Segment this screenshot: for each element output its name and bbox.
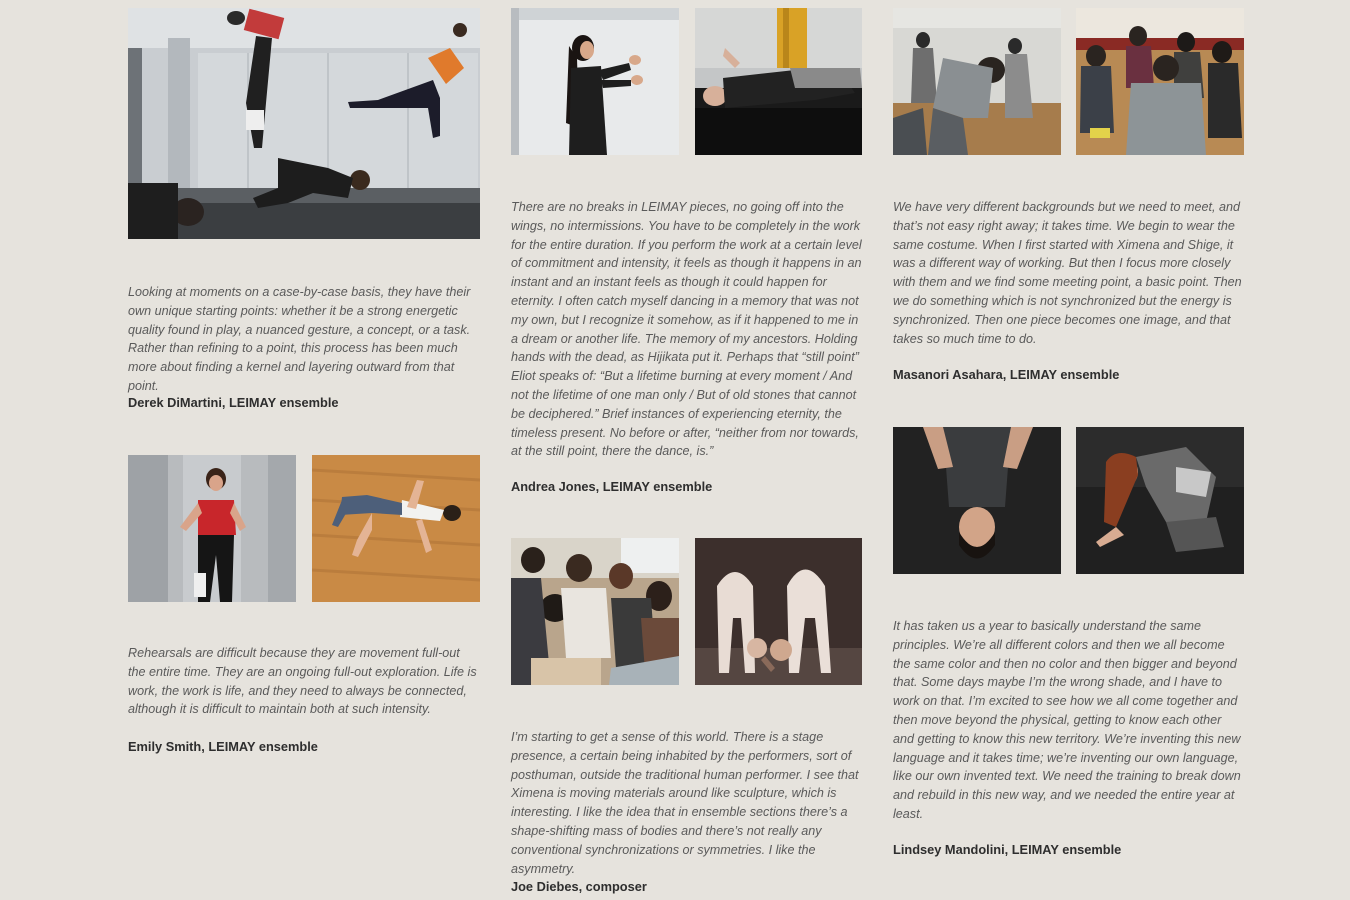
quote-text: There are no breaks in LEIMAY pieces, no going off into the wings, no intermissions. You have to be completely in the work for the entire duration. If you perform the work at a certain level of commitment and intensity, it feels as though it happens in an instant and an instant feels as though it could happen for eternity. I often catch myself dancing in a memory that was not my own, but I recognize it somehow, as if it happened to me in a dream or another life. The memory of my ancestors. Holding hands with the dead, as Hijikata put it. Perhaps that “still point” Eliot speaks of: “But a lifetime burning at every moment / And not the lifetime of one man only / But of old stones that cannot be deciphered.” Brief instances of experiencing eternity, the timeless present. No before or after, “neither from nor towards, at the still point, there the dance, is.” xyxy=(511,200,862,459)
quote-text: We have very different backgrounds but we need to meet, and that’s not easy right away; it takes time. We begin to wear the same costume. When I first started with Ximena and Shige, it was a different way of working. But then I focus more closely with them and we find some meeting point, a basic point. Then we do something which is not synchronized but the energy is synchronized. Then one piece becomes one image, and that takes so much time to do. xyxy=(893,200,1242,346)
photo-man-lying-upside-down xyxy=(893,427,1061,574)
quote-credit: Emily Smith, LEIMAY ensemble xyxy=(128,739,318,754)
photo-dancers-leaping xyxy=(128,8,480,239)
photo-woman-gesturing xyxy=(511,8,679,155)
photo-group-laptop xyxy=(511,538,679,685)
quote-credit: Andrea Jones, LEIMAY ensemble xyxy=(511,479,713,494)
quote-text: I’m starting to get a sense of this world. There is a stage presence, a certain being inhabited by the performers, sort of posthuman, outside the traditional human performer. I see that Ximena is moving materials around like sculpture, which is interesting. I like the idea that in ensemble sections there’s a shape-shifting mass of bodies and there’s not really any conventional synchronizations or symmetries. I like the asymmetry. xyxy=(511,730,859,876)
quote-credit: Masanori Asahara, LEIMAY ensemble xyxy=(893,367,1120,382)
photo-dancers-bending xyxy=(695,538,862,685)
quote-credit: Derek DiMartini, LEIMAY ensemble xyxy=(128,395,339,410)
photo-woman-crouching xyxy=(1076,427,1244,574)
photo-group-sitting-floor xyxy=(1076,8,1244,155)
photo-studio-group-bending xyxy=(893,8,1061,155)
quote-credit: Lindsey Mandolini, LEIMAY ensemble xyxy=(893,842,1122,857)
quote-text: It has taken us a year to basically understand the same principles. We’re all different colors and then we all become the same color and then no color and then bigger and beyond that. Some days maybe I’m the wrong shade, and I have to work on that. I’m excited to see how we all come together and then move beyond the physical, getting to know each other and getting to know this new territory. We’re inventing this new language and it takes time; we’re inventing our own language, like our own invented text. We need the training to break down and rebuild in this new way, and we needed the entire year at least. xyxy=(893,619,1241,821)
photo-dancer-lying-reflection xyxy=(695,8,862,155)
photo-dancer-red-top xyxy=(128,455,296,602)
photo-dancer-on-floor xyxy=(312,455,480,602)
quote-text: Rehearsals are difficult because they are movement full-out the entire time. They are an ongoing full-out exploration. Life is work, the work is life, and they need to always be connected, although it is difficult to maintain both at such intensity. xyxy=(128,646,477,717)
quote-text: Looking at moments on a case-by-case basis, they have their own unique starting points: whether it be a strong energetic quality found in play, a nuanced gesture, a concept, or a task. Rather than refining to a point, this process has been much more about finding a kernel and layering outward from that point. xyxy=(128,285,471,393)
quote-credit: Joe Diebes, composer xyxy=(511,879,647,894)
